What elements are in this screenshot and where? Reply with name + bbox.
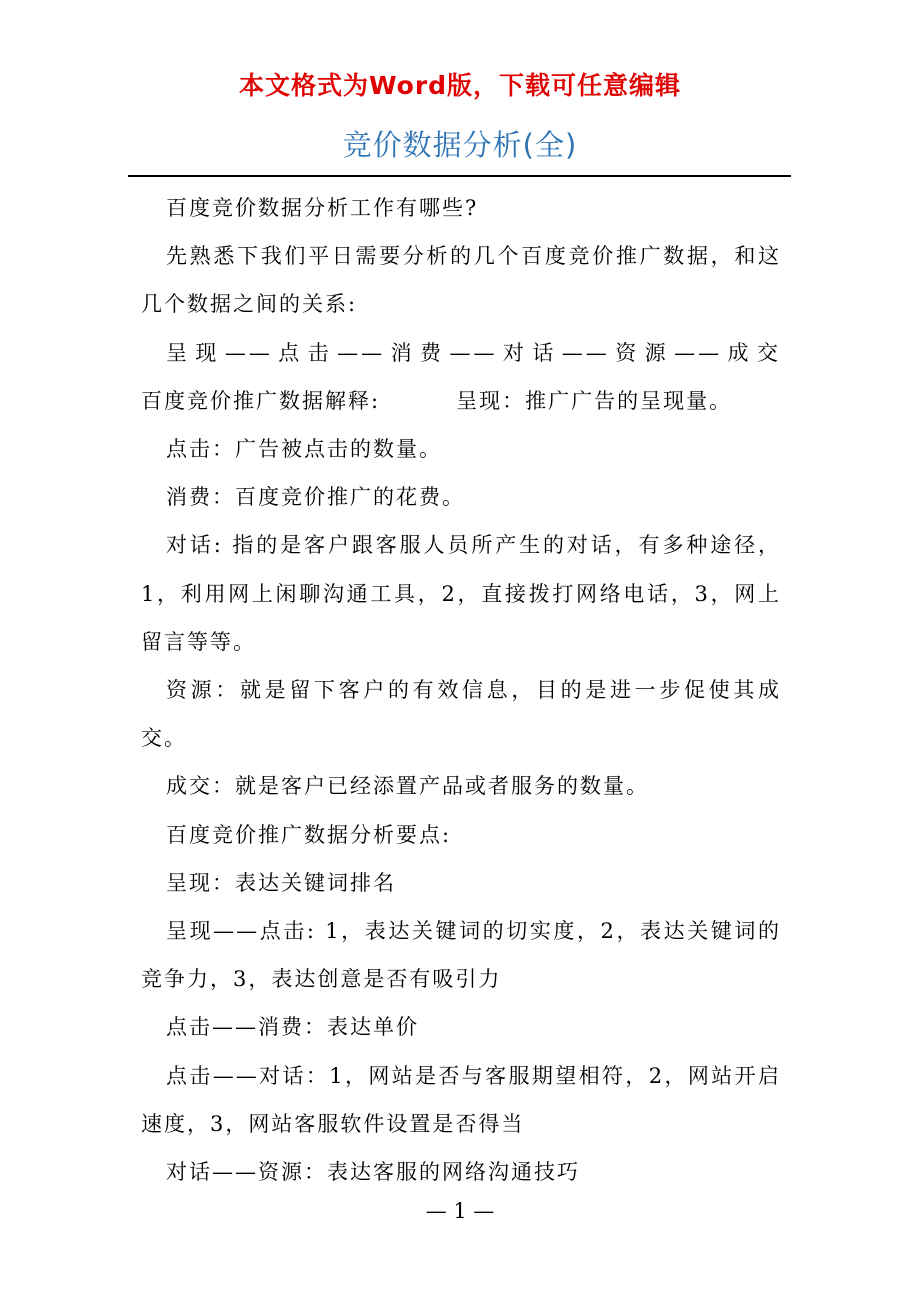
- paragraph: 百度竞价推广数据分析要点:: [166, 822, 452, 847]
- paragraph: 消费：百度竞价推广的花费。: [166, 485, 465, 510]
- download-banner: 本文格式为Word版，下载可任意编辑: [238, 71, 682, 100]
- paragraph-data-chain: 呈现——点击——消费——对话——资源——成交: [166, 340, 781, 365]
- paragraph-data-explanation: [141, 377, 781, 425]
- header-rule: [128, 175, 791, 177]
- explanation-impressions: 呈现：推广广告的呈现量。: [456, 388, 733, 413]
- page-number: — 1 —: [425, 1199, 495, 1223]
- explanation-heading: 百度竞价推广数据解释:: [141, 388, 381, 413]
- paragraph: 对话——资源：表达客服的网络沟通技巧: [166, 1160, 580, 1185]
- paragraph: 百度竞价数据分析工作有哪些?: [166, 196, 479, 220]
- paragraph: 资源：就是留下客户的有效信息，目的是进一步促使其成交。: [141, 678, 781, 751]
- document-body: [141, 184, 781, 1196]
- paragraph: 点击：广告被点击的数量。: [166, 437, 442, 462]
- paragraph: 成交：就是客户已经添置产品或者服务的数量。: [166, 774, 649, 799]
- paragraph: 点击——对话：1，网站是否与客服期望相符，2，网站开启速度，3，网站客服软件设置是否得当: [141, 1063, 781, 1136]
- paragraph: 呈现——点击: 1，表达关键词的切实度，2，表达关键词的竞争力，3，表达创意是否有吸引力: [141, 919, 781, 992]
- document-title: 竞价数据分析(全): [342, 128, 578, 162]
- paragraph: 对话: 指的是客户跟客服人员所产生的对话，有多种途径，1，利用网上闲聊沟通工具，2，直接拨打网络电话，3，网上留言等等。: [141, 533, 781, 654]
- paragraph: 先熟悉下我们平日需要分析的几个百度竞价推广数据，和这几个数据之间的关系:: [141, 244, 781, 317]
- paragraph: 点击——消费：表达单价: [166, 1015, 419, 1040]
- paragraph: 呈现：表达关键词排名: [166, 870, 396, 895]
